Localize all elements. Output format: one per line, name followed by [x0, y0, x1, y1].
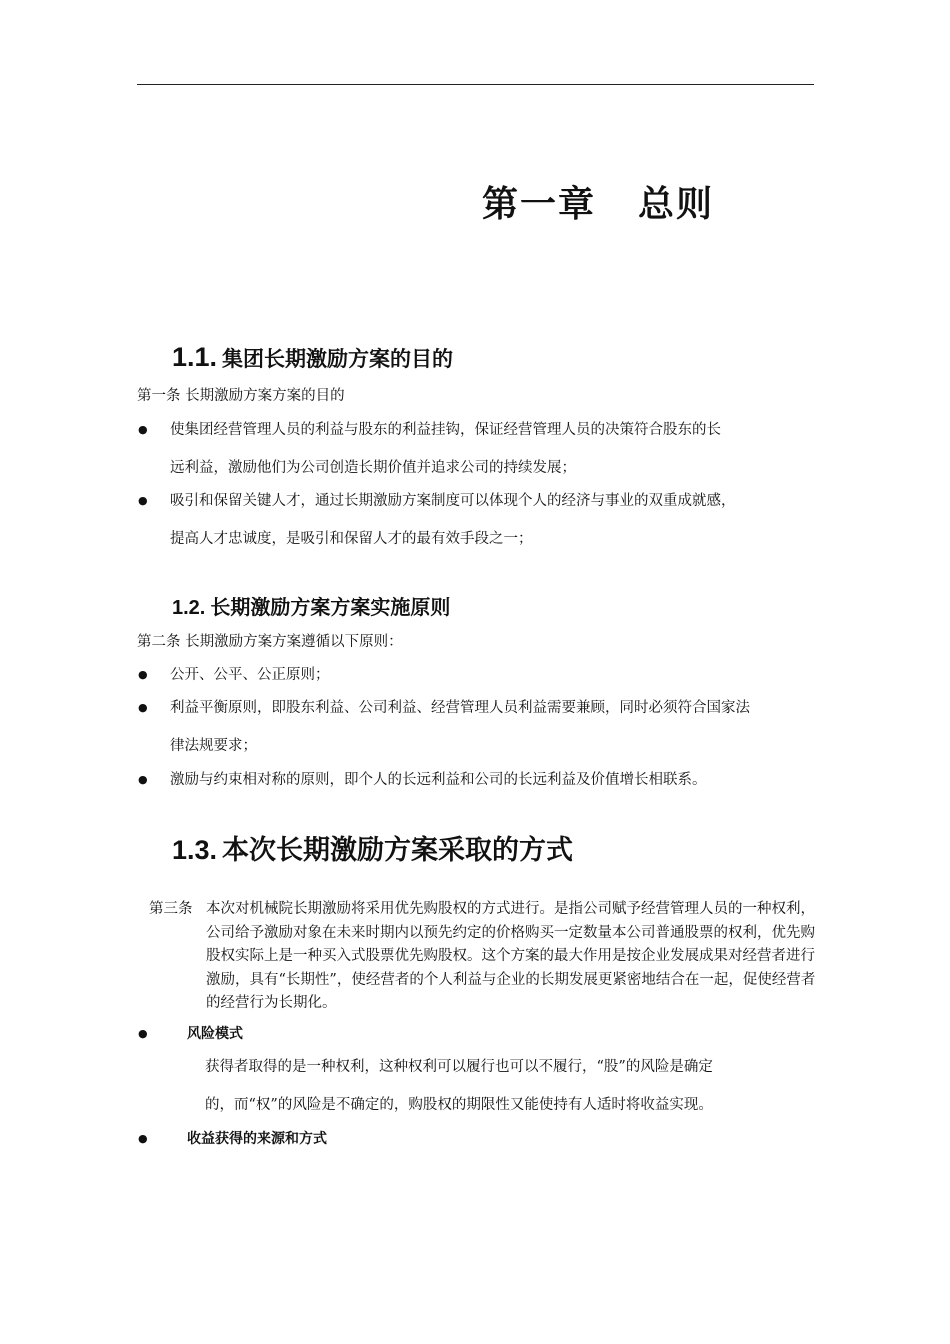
- item-risk-mode-title: 风险模式: [187, 1026, 243, 1042]
- chapter-name: 总则: [638, 184, 715, 225]
- section-1-2-heading: [172, 591, 450, 620]
- bullet-icon: ●: [138, 773, 148, 786]
- bullet-icon: ●: [138, 423, 148, 436]
- bullet-icon: ●: [138, 1132, 148, 1145]
- s1-bullet-2-line-2: 提高人才忠诚度，是吸引和保留人才的最有效手段之一；: [170, 531, 533, 547]
- header-rule: [137, 84, 814, 85]
- section-number: 1.3.: [172, 835, 218, 865]
- s1-bullet-1-line-2: 远利益，激励他们为公司创造长期价值并追求公司的持续发展；: [170, 460, 576, 476]
- article-3-text: 本次对机械院长期激励将采用优先购股权的方式进行。是指公司赋予经营管理人员的一种权利，公司给予激励对象在未来时期内以预先约定的价格购买一定数量本公司普通股票的权利，优先购股权实际上是一种买入式股票优先购股权。这个方案的最大作用是按企业发展成果对经营者进行激励，具有“长期性”，使经营者的个人利益与企业的长期发展更紧密地结合在一起，促使经营者的经营行为长期化。: [206, 901, 816, 1012]
- s2-bullet-2-line-1: 利益平衡原则，即股东利益、公司利益、经营管理人员利益需要兼顾，同时必须符合国家法: [170, 700, 750, 716]
- bullet-icon: ●: [138, 701, 148, 714]
- s2-bullet-1: 公开、公平、公正原则；: [170, 667, 330, 683]
- chapter-title: [482, 176, 714, 227]
- section-title: 集团长期激励方案的目的: [222, 347, 454, 371]
- section-title: 本次长期激励方案采取的方式: [222, 835, 574, 866]
- chapter-number: 第一章: [482, 184, 597, 225]
- bullet-icon: ●: [138, 494, 148, 507]
- s1-bullet-2-line-1: 吸引和保留关键人才，通过长期激励方案制度可以体现个人的经济与事业的双重成就感，: [170, 493, 736, 509]
- section-1-1-heading: [172, 342, 453, 373]
- bullet-icon: ●: [138, 1027, 148, 1040]
- section-number: 1.2.: [172, 597, 206, 619]
- article-3-label: 第三条: [149, 901, 193, 917]
- section-title: 长期激励方案方案实施原则: [210, 595, 451, 619]
- s2-bullet-3: 激励与约束相对称的原则，即个人的长远利益和公司的长远利益及价值增长相联系。: [170, 772, 707, 788]
- section-1-3-heading: [172, 828, 573, 867]
- item-income-source-title: 收益获得的来源和方式: [187, 1131, 327, 1147]
- s2-bullet-2-line-2: 律法规要求；: [170, 738, 257, 754]
- s1-bullet-1-line-1: 使集团经营管理人员的利益与股东的利益挂钩，保证经营管理人员的决策符合股东的长: [170, 422, 721, 438]
- article-1: 第一条 长期激励方案方案的目的: [137, 388, 345, 404]
- bullet-icon: ●: [138, 668, 148, 681]
- item-risk-mode-line-2: 的，而“权”的风险是不确定的，购股权的期限性又能使持有人适时将收益实现。: [205, 1097, 713, 1113]
- article-2: 第二条 长期激励方案方案遵循以下原则：: [137, 634, 403, 650]
- item-risk-mode-line-1: 获得者取得的是一种权利，这种权利可以履行也可以不履行，“股”的风险是确定: [205, 1059, 713, 1075]
- section-number: 1.1.: [172, 342, 218, 372]
